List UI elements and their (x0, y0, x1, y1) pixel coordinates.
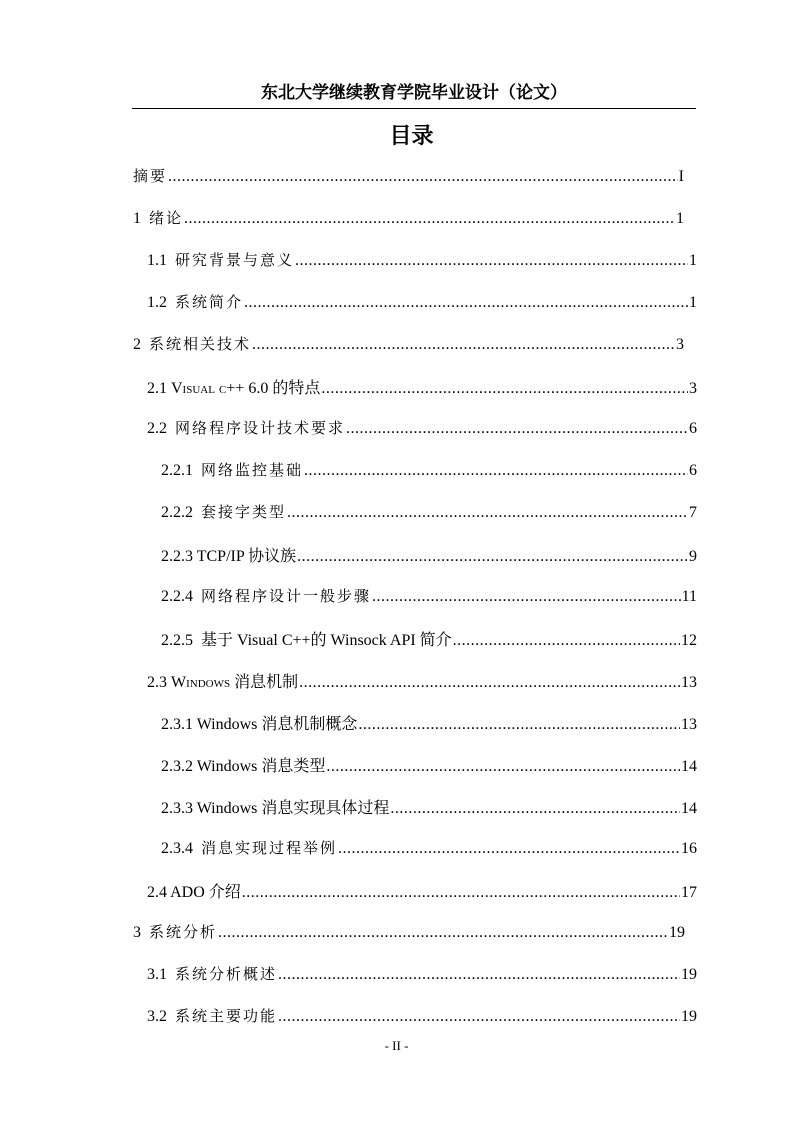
toc-leader (304, 462, 688, 480)
toc-entry-2-3-2[interactable] (161, 753, 697, 777)
toc-entry-page: 6 (689, 462, 697, 479)
toc-entry-number: 2.3.3 (161, 800, 193, 817)
toc-entry-text: Windows 消息实现具体过程 (196, 800, 390, 817)
toc-entry-2-2-4[interactable] (161, 585, 697, 609)
toc-entry-page: 3 (676, 336, 684, 353)
toc-entry-number: 2.3.2 (161, 758, 193, 775)
toc-entry-page: I (678, 168, 684, 185)
toc-entry-number: 2.2.4 (161, 588, 193, 605)
toc-entry-2-3-1[interactable] (161, 711, 697, 735)
toc-entry-text: 绪论 (149, 209, 184, 227)
toc-entry-number: 1 (133, 210, 141, 227)
toc-entry-number: 3.1 (147, 966, 167, 983)
toc-leader (326, 758, 680, 776)
toc-entry-2-2-5[interactable] (161, 627, 697, 651)
toc-entry-1[interactable] (133, 207, 684, 231)
toc-entry-page: 7 (689, 504, 697, 521)
toc-entry-number: 1.1 (147, 252, 167, 269)
toc-entry-2-4[interactable] (147, 879, 697, 903)
toc-leader (218, 924, 668, 942)
toc-entry-text: 系统简介 (175, 293, 244, 311)
toc-entry-1-2[interactable] (147, 291, 697, 315)
toc-entry-2-2-2[interactable] (161, 501, 697, 525)
toc-entry-number: 2 (133, 336, 141, 353)
toc-entry-text: 系统相关技术 (149, 335, 252, 353)
toc-entry-text: 系统分析概述 (175, 965, 278, 983)
toc-entry-text: 网络程序设计技术要求 (175, 419, 346, 437)
toc-entry-page: 19 (681, 966, 697, 983)
toc-entry-number: 3.2 (147, 1008, 167, 1025)
toc-entry-text: Windows 消息机制概念 (196, 716, 358, 733)
toc-leader (299, 674, 680, 692)
toc-entry-page: 13 (681, 716, 697, 733)
toc-entry-page: 16 (681, 840, 697, 857)
toc-entry-text: 研究背景与意义 (175, 251, 295, 269)
toc-entry-text: TCP/IP 协议族 (196, 548, 297, 565)
toc-entry-number: 2.2 (147, 420, 167, 437)
toc-leader (453, 632, 680, 650)
toc-entry-page: 1 (676, 210, 684, 227)
toc-leader (295, 252, 688, 270)
toc-leader (338, 840, 680, 858)
toc-entry-text: 消息实现过程举例 (201, 839, 338, 857)
toc-entry-text: 摘要 (133, 167, 168, 185)
toc-entry-number: 2.4 (147, 884, 167, 901)
toc-entry-2-3-4[interactable] (161, 837, 697, 861)
toc-entry-text: 系统分析 (149, 923, 218, 941)
toc-leader (278, 966, 680, 984)
page-number: - II - (384, 1038, 409, 1053)
toc-entry-number: 2.2.3 (161, 548, 193, 565)
toc-entry-text: Visual c++ 6.0 的特点 (171, 380, 321, 397)
toc-leader (321, 380, 688, 398)
toc-leader (244, 294, 688, 312)
toc-entry-page: 1 (689, 294, 697, 311)
toc-entry-text: Windows 消息机制 (171, 674, 299, 691)
toc-entry-page: 13 (681, 674, 697, 691)
toc-entry-page: 11 (681, 588, 697, 605)
toc-entry-number: 2.3 (147, 674, 167, 691)
toc-entry-number: 2.1 (147, 380, 167, 397)
toc-leader (358, 716, 680, 734)
toc-entry-2-3[interactable] (147, 669, 697, 693)
toc-entry-page: 1 (689, 252, 697, 269)
toc-entry-number: 3 (133, 924, 141, 941)
toc-entry-page: 19 (669, 924, 685, 941)
toc-entry-text: 套接字类型 (201, 503, 287, 521)
toc-leader (278, 1008, 680, 1026)
toc-leader (242, 884, 680, 902)
toc-entry-page: 12 (681, 632, 697, 649)
toc-entry-number: 2.2.1 (161, 462, 193, 479)
toc-entry-text: ADO 介绍 (170, 884, 241, 901)
toc-entry-page: 14 (681, 800, 697, 817)
toc-entry-2[interactable] (133, 333, 684, 357)
toc-entry-text: 系统主要功能 (175, 1007, 278, 1025)
toc-entry-2-2[interactable] (147, 417, 697, 441)
toc-entry-number: 2.2.2 (161, 504, 193, 521)
toc-entry-abstract[interactable] (133, 165, 684, 189)
toc-entry-2-2-1[interactable] (161, 459, 697, 483)
toc-leader (287, 504, 688, 522)
toc-leader (346, 420, 688, 438)
toc-entry-page: 6 (689, 420, 697, 437)
toc-entry-page: 3 (689, 380, 697, 397)
toc-entry-number: 2.3.1 (161, 716, 193, 733)
toc-entry-3-1[interactable] (147, 963, 697, 987)
toc-title: 目录 (389, 124, 434, 149)
toc-leader (390, 800, 680, 818)
toc-entry-text: 网络监控基础 (201, 461, 304, 479)
toc-entry-text: 基于 Visual C++的 Winsock API 简介 (201, 632, 452, 649)
toc-entry-2-1[interactable] (147, 375, 697, 399)
toc-entry-number: 2.2.5 (161, 632, 193, 649)
toc-entry-3-2[interactable] (147, 1005, 697, 1029)
toc-entry-page: 19 (681, 1008, 697, 1025)
toc-entry-number: 2.3.4 (161, 840, 193, 857)
toc-entry-2-3-3[interactable] (161, 795, 697, 819)
toc-leader (252, 336, 675, 354)
toc-entry-1-1[interactable] (147, 249, 697, 273)
toc-entry-page: 14 (681, 758, 697, 775)
toc-leader (372, 588, 681, 606)
toc-leader (168, 168, 678, 186)
toc-entry-page: 17 (681, 884, 697, 901)
toc-entry-3[interactable] (133, 921, 685, 945)
toc-entry-number: 1.2 (147, 294, 167, 311)
toc-leader (297, 548, 688, 566)
toc-entry-text: Windows 消息类型 (196, 758, 326, 775)
toc-entry-2-2-3[interactable] (161, 543, 697, 567)
running-header: 东北大学继续教育学院毕业设计（论文） (132, 80, 696, 109)
toc-leader (184, 210, 675, 228)
toc-entry-page: 9 (689, 548, 697, 565)
toc-entry-text: 网络程序设计一般步骤 (201, 587, 372, 605)
